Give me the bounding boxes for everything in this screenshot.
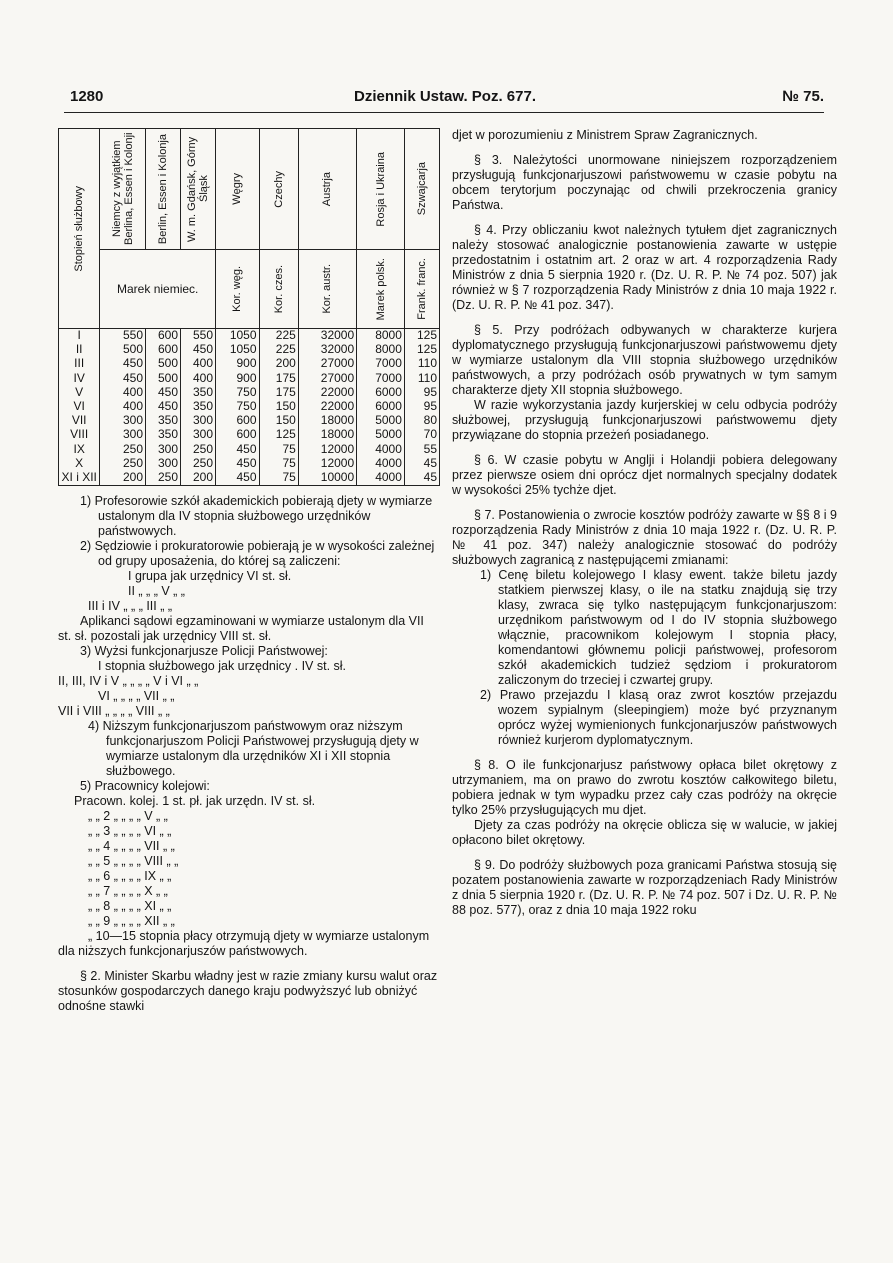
switzerland-cell: 45 bbox=[423, 469, 437, 484]
col-header-rank: Stopień służbowy bbox=[59, 129, 100, 329]
unit-at-crowns: Kor. austr. bbox=[298, 250, 356, 329]
section-6: § 6. W czasie pobytu w Anglji i Holandji pobiera delegowany przez pierwsze osiem dni oprócz djet normalnych specjalny dodatek w wysokości 25% tychże djet. bbox=[452, 453, 837, 497]
switzerland-cell: 95 bbox=[423, 384, 437, 399]
table-body bbox=[59, 329, 440, 486]
germany-cell: 250 bbox=[122, 455, 143, 470]
russia-cell: 4000 bbox=[375, 441, 402, 456]
germany-cell: 500 bbox=[122, 342, 143, 357]
page-number: 1280 bbox=[70, 88, 104, 105]
rail-rank-8: „ „ 8 „ „ „ „ XI „ „ bbox=[88, 899, 172, 914]
germany-cell: 250 bbox=[122, 441, 143, 456]
col-header-hungary: Węgry bbox=[216, 129, 260, 250]
russia-cell: 4000 bbox=[375, 455, 402, 470]
hungary-cell: 1050 bbox=[229, 342, 257, 357]
austria-cell: 10000 bbox=[320, 469, 355, 484]
hungary-cell: 750 bbox=[236, 384, 257, 399]
gdansk-cell: 450 bbox=[193, 342, 214, 357]
russia-cell: 5000 bbox=[375, 427, 402, 442]
berlin-column bbox=[146, 329, 181, 486]
austria-cell: 22000 bbox=[320, 398, 355, 413]
rail-rank-6: „ „ 6 „ „ „ „ IX „ „ bbox=[88, 869, 172, 884]
hungary-cell: 450 bbox=[236, 441, 257, 456]
per-diem-table bbox=[58, 128, 440, 486]
left-column bbox=[58, 128, 440, 1014]
gdansk-cell: 250 bbox=[193, 455, 214, 470]
journal-title: Dziennik Ustaw. Poz. 677. bbox=[354, 88, 536, 105]
rail-rank-2: „ „ 2 „ „ „ „ V „ „ bbox=[88, 809, 168, 824]
police-rank-2: II, III, IV i V „ „ „ „ V i VI „ „ bbox=[58, 674, 199, 689]
rail-rank-4: „ „ 4 „ „ „ „ VII „ „ bbox=[88, 839, 175, 854]
germany-cell: 400 bbox=[122, 398, 143, 413]
germany-cell: 450 bbox=[122, 356, 143, 371]
czech-cell: 200 bbox=[275, 356, 296, 371]
berlin-cell: 500 bbox=[157, 370, 179, 385]
header-rule bbox=[64, 112, 824, 113]
czech-cell: 125 bbox=[275, 427, 296, 442]
rail-rank-9: „ „ 9 „ „ „ „ XII „ „ bbox=[88, 914, 175, 929]
judge-group-2: II „ „ „ V „ „ bbox=[128, 584, 185, 599]
russia-cell: 7000 bbox=[375, 370, 402, 385]
austria-cell: 22000 bbox=[320, 384, 355, 399]
germany-column bbox=[100, 329, 146, 486]
russia-cell: 5000 bbox=[375, 413, 402, 428]
police-rank-3: VI „ „ „ „ VII „ „ bbox=[98, 689, 175, 704]
germany-cell: 400 bbox=[122, 384, 143, 399]
czech-cell: 225 bbox=[275, 342, 296, 357]
unit-german-marks: Marek niemiec. bbox=[100, 250, 216, 329]
czech-cell: 150 bbox=[275, 398, 296, 413]
section-5: § 5. Przy podróżach odbywanych w charakterze kurjera dyplomatycznego przysługują funkcjonarjuszowi państwowemu djety w wymiarze ustalonym dla VIII stopnia służbowego urzędników państwowych, a przy podróżach osób prywatnych w tym samym charakterze djety XII stopnia służbowego. bbox=[452, 323, 837, 397]
berlin-cell: 450 bbox=[157, 384, 179, 399]
hungary-cell: 450 bbox=[236, 455, 257, 470]
hungary-column bbox=[216, 329, 260, 486]
gdansk-cell: 350 bbox=[193, 398, 214, 413]
hungary-cell: 450 bbox=[236, 469, 257, 484]
rank-column bbox=[59, 329, 100, 486]
czech-cell: 175 bbox=[275, 384, 296, 399]
switzerland-column bbox=[404, 329, 439, 486]
police-rank-4: VII i VIII „ „ „ „ VIII „ „ bbox=[58, 704, 170, 719]
rank-cell: IX bbox=[73, 441, 85, 456]
gdansk-cell: 400 bbox=[193, 370, 214, 385]
gdansk-cell: 300 bbox=[193, 427, 214, 442]
czech-cell: 75 bbox=[282, 469, 296, 484]
rank-cell: VIII bbox=[70, 427, 89, 442]
austria-cell: 27000 bbox=[320, 356, 355, 371]
col-header-gdansk: W. m. Gdańsk, Górny Śląsk bbox=[181, 129, 216, 250]
switzerland-cell: 110 bbox=[417, 370, 437, 385]
section-1-end: djet w porozumieniu z Ministrem Spraw Zagranicznych. bbox=[452, 128, 758, 142]
police-rank-1: I stopnia służbowego jak urzędnicy . IV st. sł. bbox=[98, 659, 347, 674]
gdansk-cell: 550 bbox=[193, 328, 214, 342]
col-header-austria: Austrja bbox=[298, 129, 356, 250]
judge-group-3: III i IV „ „ „ III „ „ bbox=[88, 599, 173, 614]
austria-cell: 32000 bbox=[320, 328, 355, 342]
russia-cell: 7000 bbox=[375, 356, 402, 371]
judge-group-1: I grupa jak urzędnicy VI st. sł. bbox=[128, 569, 292, 584]
germany-cell: 300 bbox=[122, 413, 143, 428]
hungary-cell: 750 bbox=[236, 398, 257, 413]
col-header-germany: Niemcy z wyjątkiem Berlina, Essen i Kolonji bbox=[100, 129, 146, 250]
switzerland-cell: 125 bbox=[416, 328, 437, 342]
switzerland-cell: 45 bbox=[423, 455, 437, 470]
germany-cell: 450 bbox=[122, 370, 143, 385]
section-7-item-1: 1) Cenę biletu kolejowego I klasy ewent. także biletu jazdy statkiem pierwszej klasy, o ile na statku znajdują się trzy klasy, zwraca się tylko następującym funkcjonarjuszom: urzędnikom państwowym od I do IV stopnia służbowego włącznie, pracownikom kolejowym I stopnia płacy, komendantowi głównemu policji państwowej, profesorom szkół akademickich tudzież sędziom i prokuratorom zaliczonym do trzeciej i czwartej grupy. bbox=[480, 568, 837, 687]
berlin-cell: 300 bbox=[157, 441, 179, 456]
austria-cell: 12000 bbox=[320, 455, 355, 470]
rail-rank-5: „ „ 5 „ „ „ „ VIII „ „ bbox=[88, 854, 179, 869]
rank-cell: V bbox=[75, 384, 84, 399]
gdansk-cell: 250 bbox=[193, 441, 214, 456]
czech-cell: 225 bbox=[275, 328, 296, 342]
rank-cell: IV bbox=[73, 370, 85, 385]
col-header-berlin: Berlin, Essen i Kolonja bbox=[146, 129, 181, 250]
berlin-cell: 250 bbox=[157, 469, 179, 484]
switzerland-cell: 80 bbox=[423, 413, 437, 428]
hungary-cell: 900 bbox=[236, 356, 257, 371]
czech-cell: 75 bbox=[282, 441, 296, 456]
rank-cell: XI i XII bbox=[61, 469, 97, 484]
russia-cell: 6000 bbox=[375, 384, 402, 399]
berlin-cell: 450 bbox=[157, 398, 179, 413]
section-7-item-2: 2) Prawo przejazdu I klasą oraz zwrot kosztów przejazdu wozem sypialnym (sleepingiem) może być przyznanym oprócz wyżej wymienionych funkcjonarjuszów państwowych również kurjerom dyplomatycznym. bbox=[480, 688, 837, 747]
note-4: 4) Niższym funkcjonarjuszom państwowym oraz niższym funkcjonarjuszom Policji Państwowej przysługują djety w wymiarze ustalonym dla urzędników XI i XII stopnia służbowego. bbox=[88, 719, 419, 779]
issue-number: № 75. bbox=[782, 88, 824, 105]
russia-cell: 8000 bbox=[375, 328, 402, 342]
hungary-cell: 900 bbox=[236, 370, 257, 385]
section-4: § 4. Przy obliczaniu kwot należnych tytułem djet zagranicznych należy stosować analogicznie postanowienia zawarte w ustępie przedostatnim i ostatnim art. 2 oraz w art. 4 rozporządzenia Rady Ministrów z dnia 5 sierpnia 1920 r. (Dz. U. R. P. № 74 poz. 507) jak również w § 7 rozporządzenia Rady Ministrów z dnia 10 maja 1922 r. (Dz. U. R. P. № 41 poz. 347). bbox=[452, 223, 837, 312]
rail-rank-10-15: „ 10—15 stopnia płacy otrzymują djety w wymiarze ustalonym dla niższych funkcjonarjuszów państwowych. bbox=[58, 929, 430, 959]
hungary-cell: 600 bbox=[236, 427, 257, 442]
unit-hu-crowns: Kor. węg. bbox=[216, 250, 260, 329]
germany-cell: 550 bbox=[122, 328, 143, 342]
hungary-cell: 1050 bbox=[229, 328, 257, 342]
switzerland-cell: 70 bbox=[423, 427, 437, 442]
russia-cell: 4000 bbox=[375, 469, 402, 484]
section-8: § 8. O ile funkcjonarjusz państwowy opłaca bilet okrętowy z utrzymaniem, ma on prawo do zwrotu kosztów całkowitego biletu, pobiera jednak w tym wypadku przez cały czas podróży na okręcie tylko 25% przysługujących mu djet. bbox=[452, 758, 837, 817]
austria-cell: 27000 bbox=[320, 370, 355, 385]
gdansk-cell: 400 bbox=[193, 356, 214, 371]
page-header bbox=[64, 88, 824, 112]
note-5: 5) Pracownicy kolejowi: bbox=[80, 779, 210, 794]
unit-cz-crowns: Kor. czes. bbox=[259, 250, 298, 329]
austria-column bbox=[298, 329, 356, 486]
gdansk-column bbox=[181, 329, 216, 486]
berlin-cell: 500 bbox=[157, 356, 179, 371]
rail-rank-1: Pracown. kolej. 1 st. pł. jak urzędn. IV st. sł. bbox=[74, 794, 316, 809]
germany-cell: 300 bbox=[122, 427, 143, 442]
rank-cell: VI bbox=[73, 398, 85, 413]
austria-cell: 18000 bbox=[320, 413, 355, 428]
czech-cell: 175 bbox=[275, 370, 296, 385]
unit-fr-francs: Frank. franc. bbox=[404, 250, 439, 329]
switzerland-cell: 110 bbox=[417, 356, 437, 371]
gdansk-cell: 350 bbox=[193, 384, 214, 399]
col-header-czech: Czechy bbox=[259, 129, 298, 250]
rail-rank-7: „ „ 7 „ „ „ „ X „ „ bbox=[88, 884, 168, 899]
unit-polish-marks: Marek polsk. bbox=[357, 250, 405, 329]
berlin-cell: 600 bbox=[157, 342, 179, 357]
russia-cell: 8000 bbox=[375, 342, 402, 357]
section-3: § 3. Należytości unormowane niniejszem rozporządzeniem przysługują funkcjonarjuszowi państwowemu w czasie pobytu na obcem terytorjum poczynając od chwili przekroczenia granicy Państwa. bbox=[452, 153, 837, 212]
switzerland-cell: 55 bbox=[423, 441, 437, 456]
rail-rank-3: „ „ 3 „ „ „ „ VI „ „ bbox=[88, 824, 172, 839]
col-header-russia: Rosja i Ukraina bbox=[357, 129, 405, 250]
section-7: § 7. Postanowienia o zwrocie kosztów podróży zawarte w §§ 8 i 9 rozporządzenia Rady Ministrów z dnia 10 maja 1922 r. (Dz. U. R. P. № 41 poz. 347) należy analogicznie stosować do podróży służbowych zagranicą z następującemi zmianami: bbox=[452, 508, 837, 567]
rank-cell: X bbox=[75, 455, 84, 470]
section-2: § 2. Minister Skarbu władny jest w razie zmiany kursu walut oraz stosunków gospodarczych danego kraju podwyższyć lub obniżyć odnośne stawki bbox=[58, 969, 438, 1014]
switzerland-cell: 95 bbox=[423, 398, 437, 413]
section-5-courier: W razie wykorzystania jazdy kurjerskiej w celu odbycia podróży służbowej, przysługują funkcjonarjuszowi państwowemu djety przywiązane do stopnia przeżeń posiadanego. bbox=[452, 398, 837, 442]
berlin-cell: 350 bbox=[157, 427, 179, 442]
note-1: 1) Profesorowie szkół akademickich pobierają djety w wymiarze ustalonym dla IV stopnia służbowego urzędników państwowych. bbox=[80, 494, 433, 539]
note-2: 2) Sędziowie i prokuratorowie pobierają je w wysokości zależnej od grupy uposażenia, do której są zaliczeni: bbox=[80, 539, 435, 569]
gdansk-cell: 200 bbox=[193, 469, 214, 484]
czech-cell: 75 bbox=[282, 455, 296, 470]
russia-column bbox=[357, 329, 405, 486]
hungary-cell: 600 bbox=[236, 413, 257, 428]
right-column bbox=[452, 128, 837, 918]
col-header-switzerland: Szwajcarja bbox=[404, 129, 439, 250]
switzerland-cell: 125 bbox=[416, 342, 437, 357]
berlin-cell: 350 bbox=[157, 413, 179, 428]
czech-column bbox=[259, 329, 298, 486]
czech-cell: 150 bbox=[275, 413, 296, 428]
gdansk-cell: 300 bbox=[193, 413, 214, 428]
austria-cell: 18000 bbox=[320, 427, 355, 442]
rank-cell: VII bbox=[71, 413, 87, 428]
berlin-cell: 600 bbox=[157, 328, 179, 342]
austria-cell: 12000 bbox=[320, 441, 355, 456]
applicants-note: Aplikanci sądowi egzaminowani w wymiarze ustalonym dla VII st. sł. pozostali jak urzędnicy VIII st. sł. bbox=[58, 614, 424, 644]
section-9: § 9. Do podróży służbowych poza granicami Państwa stosują się pozatem postanowienia zawarte w rozporządzeniach Rady Ministrów z dnia 5 sierpnia 1920 r. (Dz. U. R. P. № 74 poz. 507 i Dz. U. R. P. № 88 poz. 577), oraz z dnia 10 maja 1922 roku bbox=[452, 858, 837, 917]
rank-cell: II bbox=[75, 342, 83, 357]
section-8-currency: Djety za czas podróży na okręcie oblicza się w walucie, w jakiej opłacono bilet okrętowy. bbox=[452, 818, 837, 847]
rank-cell: I bbox=[77, 328, 81, 342]
berlin-cell: 300 bbox=[157, 455, 179, 470]
rank-cell: III bbox=[74, 356, 85, 371]
note-3: 3) Wyżsi funkcjonarjusze Policji Państwowej: bbox=[80, 644, 328, 659]
russia-cell: 6000 bbox=[375, 398, 402, 413]
germany-cell: 200 bbox=[122, 469, 143, 484]
austria-cell: 32000 bbox=[320, 342, 355, 357]
